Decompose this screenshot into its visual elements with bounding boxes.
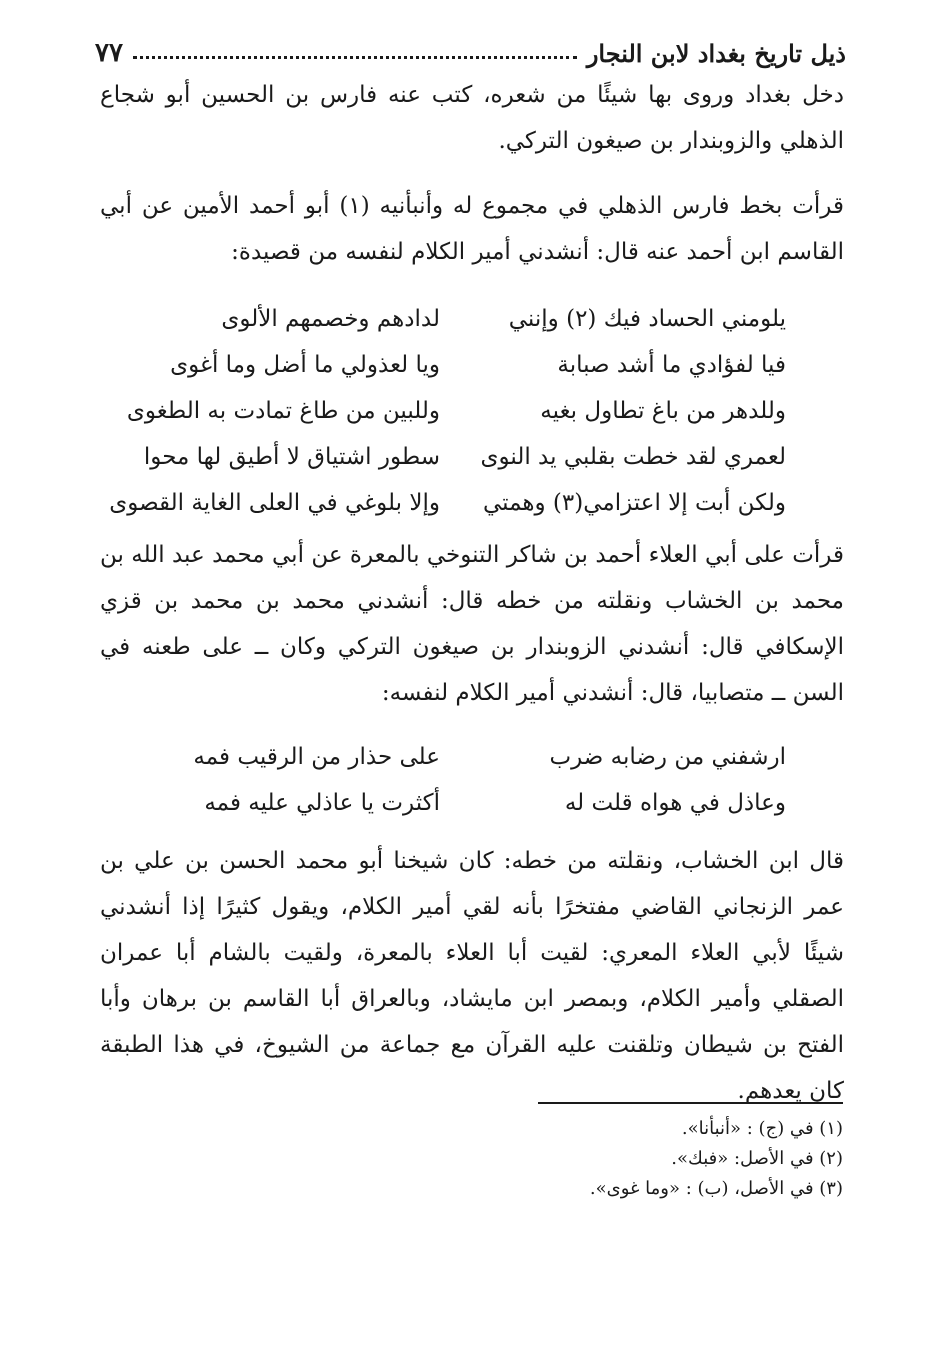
verse-first-hemistich: وللدهر من باغ تطاول بغيه (540, 398, 786, 424)
verse-first-hemistich: ارشفني من رضابه ضرب (549, 744, 786, 770)
footnote: (٣) في الأصل، (ب) : «وما غوى». (589, 1178, 843, 1199)
page-number: ٧٧ (95, 38, 123, 68)
verse-first-hemistich: فيا لفؤادي ما أشد صبابة (557, 352, 786, 378)
paragraph-1: دخل بغداد وروى بها شيئًا من شعره، كتب عنه فارس بن الحسين أبو شجاع الذهلي والزوبندار بن صيغون التركي. (100, 82, 844, 154)
poem-1-verse (140, 296, 786, 342)
poem-2-verse (140, 780, 786, 826)
verse-first-hemistich: يلومني الحساد فيك (٢) وإنني (508, 306, 786, 332)
poem-1-verse (140, 434, 786, 480)
poem-1-verse (126, 388, 786, 434)
paragraph-4: قال ابن الخشاب، ونقلته من خطه: كان شيخنا أبو محمد الحسن بن علي بن عمر الزنجاني القاضي مفتخرًا بأنه لقي أمير الكلام، ويقول كثيرًا إذا أنشدني شيئًا لأبي العلاء المعري: لقيت أبا العلاء بالمعرة، ولقيت بالشام أبا عمران الصقلي وأمير الكلام، وبمصر ابن مايشاد، وبالعراق أبا القاسم بن برهان وأبا الفتح بن شيطان وتلقنت عليه القرآن مع جماعة من الشيوخ، في هذا الطبقة كان يعدهم. (100, 848, 844, 1104)
paragraph-2: قرأت بخط فارس الذهلي في مجموع له وأنبأنيه (١) أبو أحمد الأمين عن أبي القاسم ابن أحمد عنه قال: أنشدني أمير الكلام لنفسه من قصيدة: (100, 193, 844, 265)
poem-2-verse (140, 734, 786, 780)
poem-1-verse (109, 480, 786, 526)
footnote: (٢) في الأصل: «فبك». (671, 1148, 843, 1169)
poem-2 (140, 734, 786, 826)
verse-first-hemistich: وعاذل في هواه قلت له (564, 790, 786, 816)
footnote: (١) في (ج) : «أنبأنا». (681, 1118, 843, 1139)
header-dotted-leader (133, 56, 577, 59)
book-title: ذيل تاريخ بغداد لابن النجار (586, 39, 846, 68)
verse-second-hemistich: وإلا بلوغي في العلى الغاية القصوى (109, 490, 440, 516)
verse-first-hemistich: ولكن أبت إلا اعتزامي(٣) وهمتي (482, 490, 786, 516)
verse-second-hemistich: على حذار من الرقيب فمه (193, 744, 440, 770)
verse-first-hemistich: لعمري لقد خطت بقلبي يد النوى (480, 444, 786, 470)
poem-1-verse (140, 342, 786, 388)
footnotes (343, 1114, 843, 1204)
footnote-separator (538, 1102, 843, 1104)
verse-second-hemistich: لدادهم وخصمهم الألوى (221, 306, 440, 332)
verse-second-hemistich: أكثرت يا عاذلي عليه فمه (204, 790, 440, 816)
running-header (95, 28, 846, 68)
paragraph-3: قرأت على أبي العلاء أحمد بن شاكر التنوخي بالمعرة عن أبي محمد عبد الله بن محمد بن الخشاب ونقلته من خطه قال: أنشدني محمد بن محمد بن قزي الإسكافي قال: أنشدني الزوبندار بن صيغون التركي وكان ــ على طعنه في السن ــ متصابيا، قال: أنشدني أمير الكلام لنفسه: (100, 542, 844, 706)
poem-1 (109, 296, 786, 526)
verse-second-hemistich: ويا لعذولي ما أضل وما أغوى (170, 352, 440, 378)
verse-second-hemistich: سطور اشتياق لا أطيق لها محوا (143, 444, 440, 470)
verse-second-hemistich: وللبين من طاغ تمادت به الطغوى (126, 398, 440, 424)
